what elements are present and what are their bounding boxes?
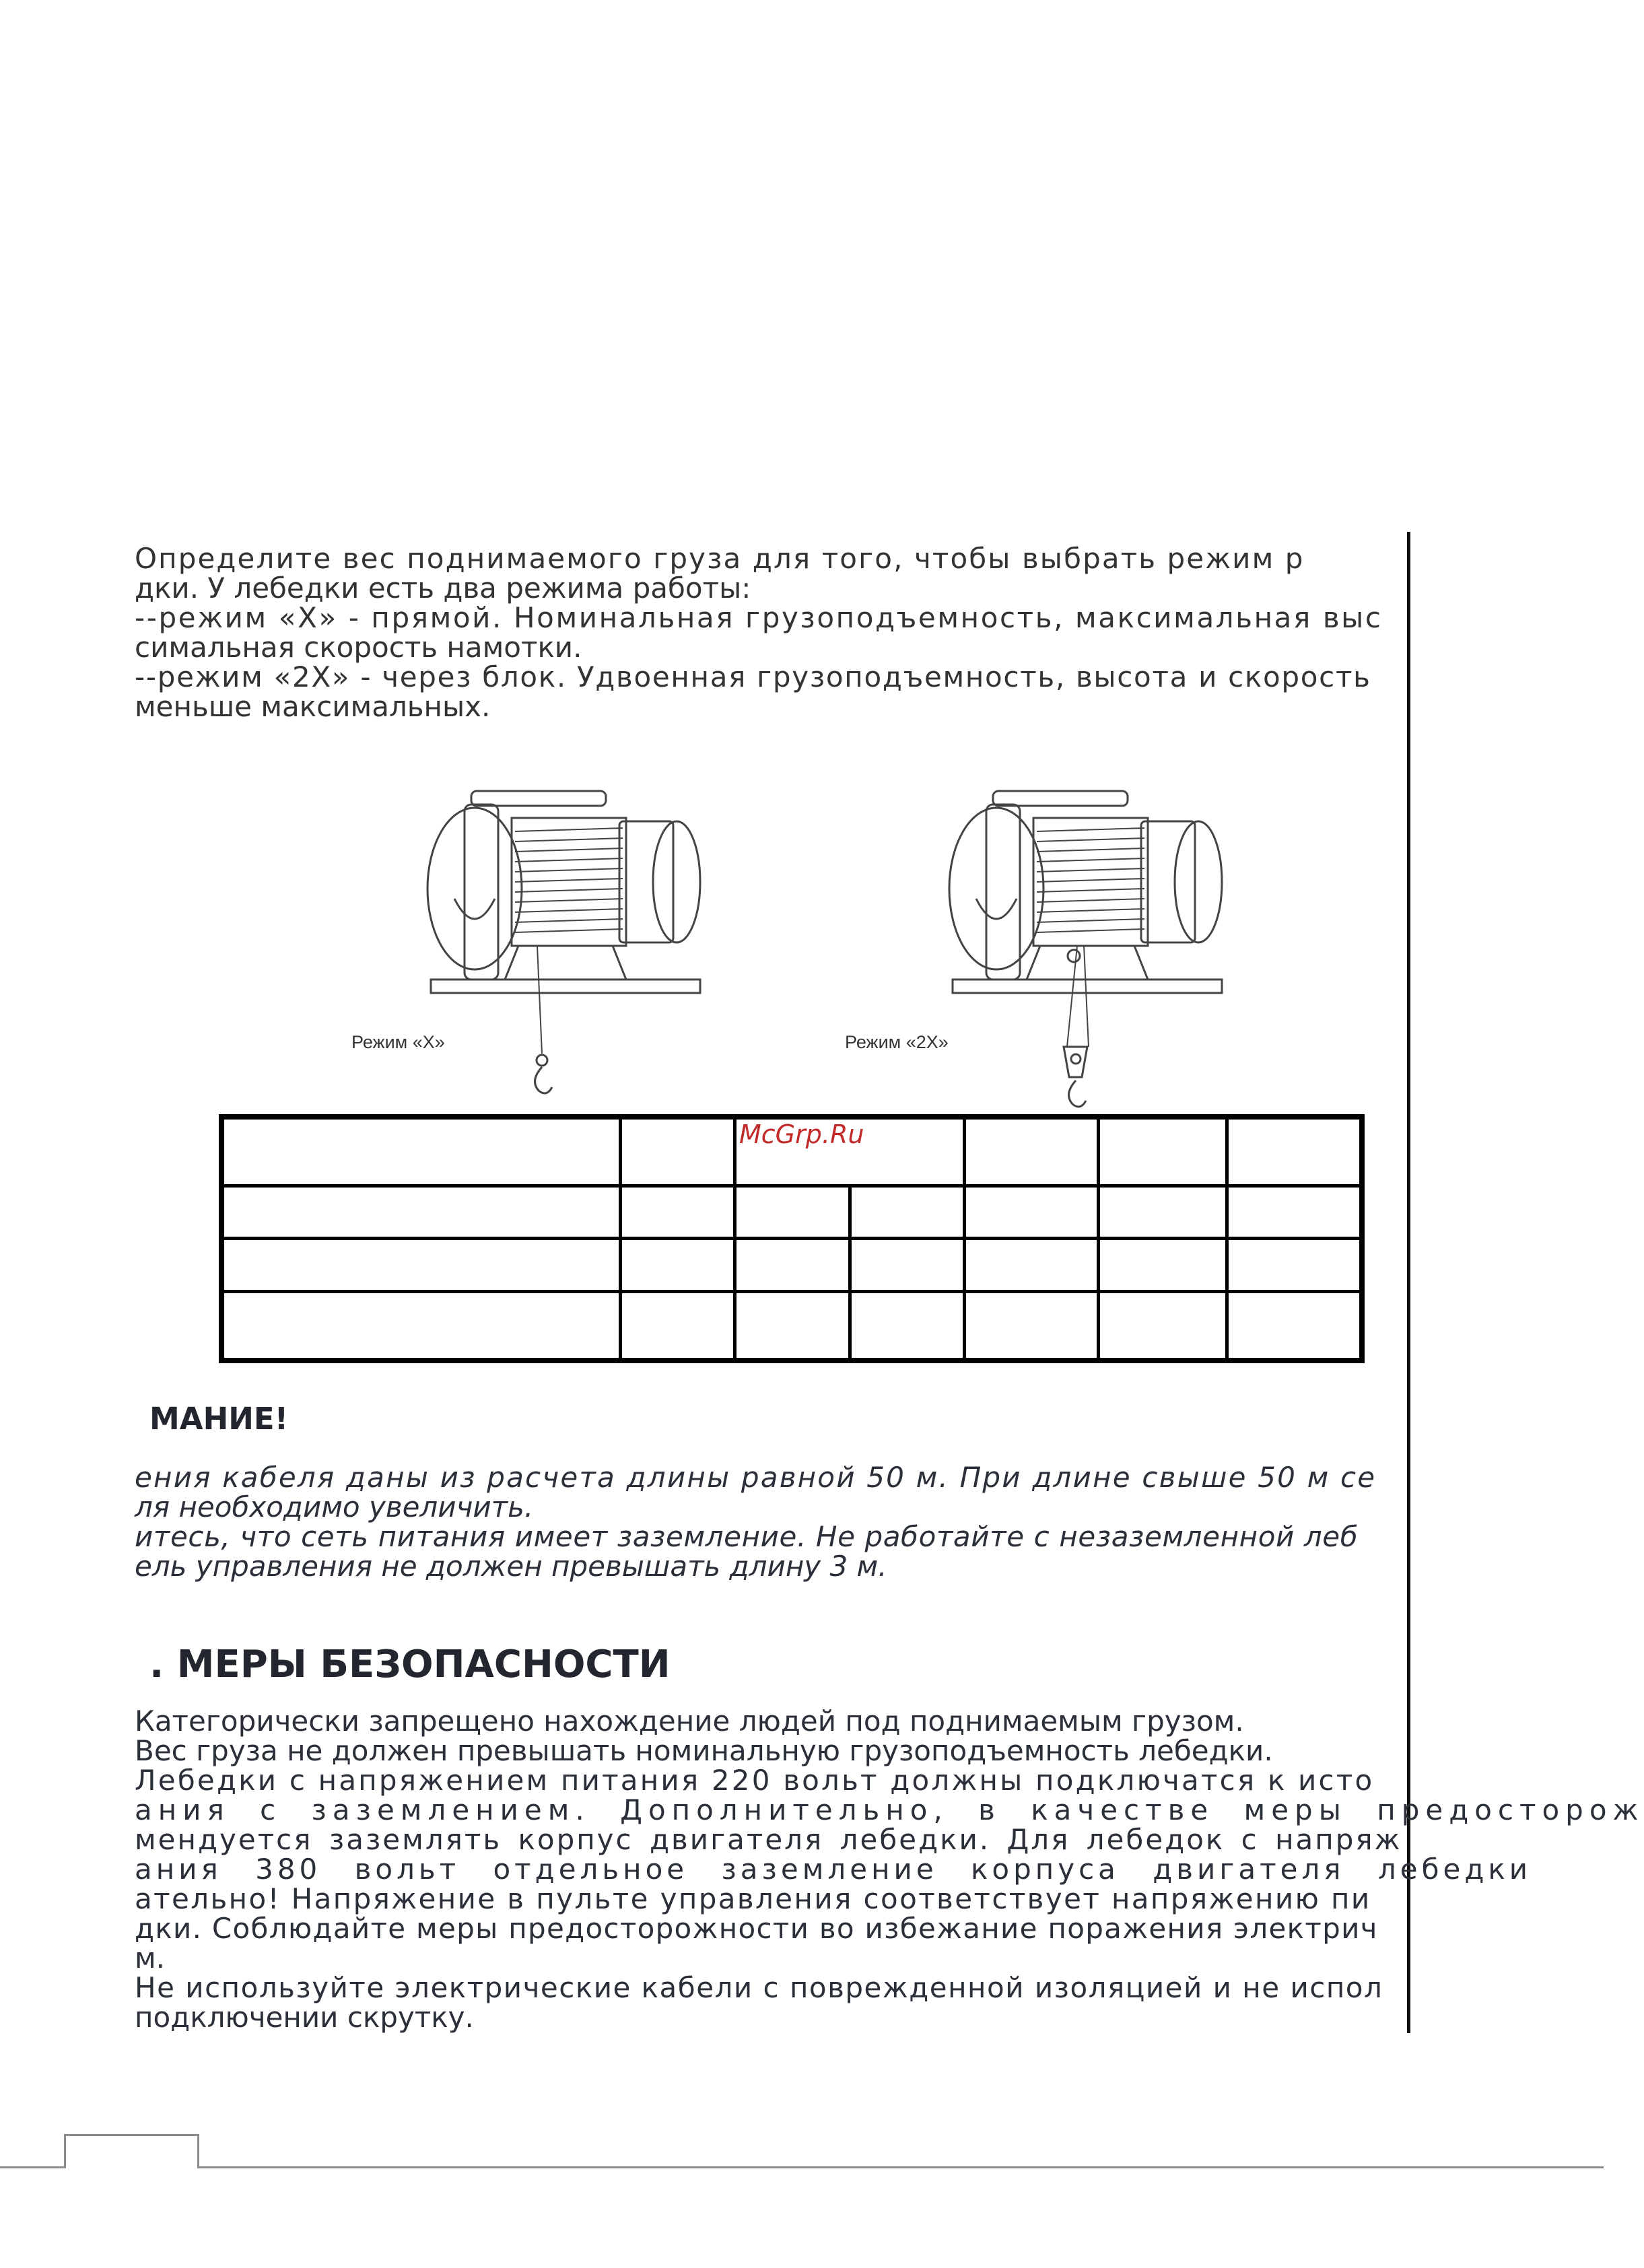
safety-line-2: Вес груза не должен превышать номинальную грузоподъемность лебедки. [135, 1734, 1273, 1767]
winch-mode-2x-illustration [939, 778, 1235, 1114]
watermark: McGrp.Ru [739, 1120, 864, 1149]
safety-heading: . МЕРЫ БЕЗОПАСНОСТИ [149, 1643, 671, 1686]
safety-line-6: ания 380 вольт отдельное заземление корпуса двигателя лебедки [135, 1853, 1532, 1886]
safety-line-7: ательно! Напряжение в пульте управления соответствует напряжению пи [135, 1882, 1371, 1915]
table-row [221, 1239, 1362, 1292]
table-cell [735, 1185, 850, 1239]
intro-line-5: --режим «2X» - через блок. Удвоенная грузоподъемность, высота и скорость [135, 660, 1371, 693]
intro-line-6: меньше максимальных. [135, 690, 491, 723]
intro-line-2: дки. У лебедки есть два режима работы: [135, 572, 751, 605]
attention-line-4: ель управления не должен превышать длину 3 м. [135, 1550, 887, 1583]
table-cell [1227, 1185, 1362, 1239]
table-cell [965, 1185, 1099, 1239]
safety-line-3: Лебедки с напряжением питания 220 вольт должны подключатся к исто [135, 1764, 1375, 1797]
attention-line-3: итесь, что сеть питания имеет заземление. Не работайте с незаземленной леб [135, 1520, 1359, 1553]
table-cell [850, 1292, 965, 1361]
safety-line-4: ания с заземлением. Дополнительно, в качестве меры предосторож [135, 1793, 1644, 1826]
intro-line-1: Определите вес поднимаемого груза для того, чтобы выбрать режим р [135, 542, 1305, 575]
table-cell [1099, 1185, 1227, 1239]
table-cell [735, 1239, 850, 1292]
attention-line-2: ля необходимо увеличить. [135, 1490, 534, 1523]
table-cell [965, 1239, 1099, 1292]
table-cell [850, 1239, 965, 1292]
attention-heading: МАНИЕ! [149, 1401, 289, 1437]
safety-line-8: дки. Соблюдайте меры предосторожности во избежание поражения электрич [135, 1912, 1378, 1945]
mode-x-caption: Режим «X» [351, 1032, 445, 1052]
table-cell [1227, 1239, 1362, 1292]
table-cell [965, 1117, 1099, 1185]
specs-table [219, 1114, 1365, 1363]
table-cell [850, 1185, 965, 1239]
safety-line-5: мендуется заземлять корпус двигателя лебедки. Для лебедок с напряж [135, 1823, 1402, 1856]
table-cell [221, 1292, 620, 1361]
table-cell [1227, 1117, 1362, 1185]
mode-2x-caption: Режим «2X» [845, 1032, 949, 1052]
footer-rule [0, 2166, 1604, 2168]
table-cell [965, 1292, 1099, 1361]
table-cell [221, 1117, 620, 1185]
safety-line-10: Не используйте электрические кабели с поврежденной изоляцией и не испол [135, 1971, 1383, 2004]
table-cell [221, 1185, 620, 1239]
winch-mode-x-illustration [417, 778, 714, 1094]
table-cell [620, 1117, 735, 1185]
table-cell [620, 1185, 735, 1239]
table-cell [620, 1292, 735, 1361]
intro-line-3: --режим «X» - прямой. Номинальная грузоподъемность, максимальная выс [135, 601, 1383, 634]
table-row [221, 1185, 1362, 1239]
table-cell [221, 1239, 620, 1292]
table-cell [1099, 1239, 1227, 1292]
safety-line-1: Категорически запрещено нахождение людей под поднимаемым грузом. [135, 1705, 1244, 1738]
table-cell [1099, 1292, 1227, 1361]
intro-line-4: симальная скорость намотки. [135, 631, 582, 664]
safety-line-11: подключении скрутку. [135, 2001, 474, 2034]
safety-line-9: м. [135, 1941, 166, 1974]
table-row [221, 1292, 1362, 1361]
table-cell [735, 1292, 850, 1361]
page-tab-marker [64, 2134, 199, 2168]
attention-line-1: ения кабеля даны из расчета длины равной 50 м. При длине свыше 50 м се [135, 1461, 1377, 1494]
table-cell [1227, 1292, 1362, 1361]
table-cell [620, 1239, 735, 1292]
table-cell [1099, 1117, 1227, 1185]
